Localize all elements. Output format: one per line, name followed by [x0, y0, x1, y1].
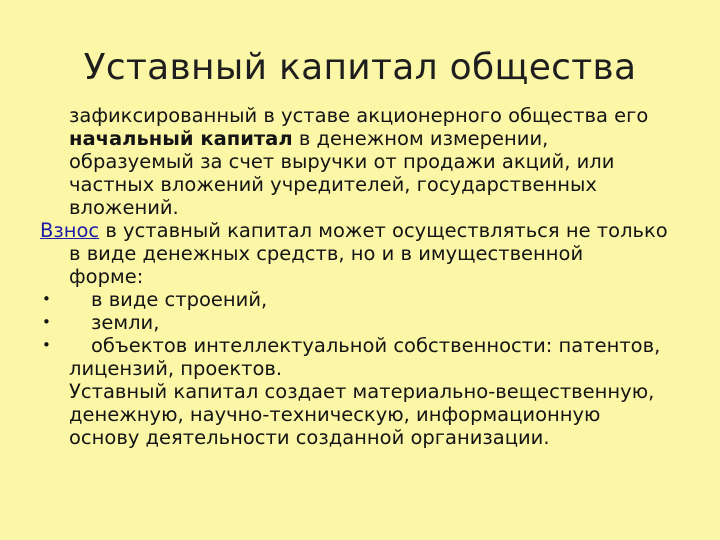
closing-paragraph — [40, 380, 680, 449]
contribution-line-1-rest: в уставный капитал может осуществляться не только — [99, 219, 668, 242]
closing-line-3: основу деятельности созданной организации. — [69, 426, 550, 449]
definition-line-5: вложений. — [69, 196, 179, 219]
bullet-text: в виде строений, — [91, 288, 268, 311]
bullet-item-land — [40, 311, 680, 334]
closing-line-2: денежную, научно-техническую, информационную — [69, 403, 601, 426]
contribution-line-2: в виде денежных средств, но и в имущественной — [69, 242, 584, 265]
closing-line-1: Уставный капитал создает материально-вещественную, — [69, 380, 655, 403]
bullet-marker: • — [42, 336, 51, 354]
definition-line-2 — [69, 127, 680, 150]
definition-bold-term: начальный капитал — [69, 127, 293, 150]
slide-title: Уставный капитал общества — [83, 47, 637, 88]
bullet-text: земли, — [91, 311, 160, 334]
contribution-line-1 — [40, 219, 680, 242]
contribution-paragraph — [40, 219, 680, 288]
bullet-marker: • — [42, 313, 51, 331]
bullet-text: объектов интеллектуальной собственности: патентов, — [91, 334, 661, 357]
definition-line-2-rest: в денежном измерении, — [292, 127, 549, 150]
bullet-text-continuation: лицензий, проектов. — [69, 357, 283, 380]
contribution-line-3: форме: — [69, 265, 144, 288]
definition-line-4: частных вложений учредителей, государственных — [69, 173, 597, 196]
bullet-marker: • — [42, 290, 51, 308]
slide-body — [40, 104, 680, 449]
definition-line-3: образуемый за счет выручки от продажи акций, или — [69, 150, 615, 173]
bullet-item-ip — [40, 334, 680, 380]
definition-line-1: зафиксированный в уставе акционерного общества его — [69, 104, 649, 127]
bullet-item-buildings — [40, 288, 680, 311]
definition-paragraph — [40, 104, 680, 219]
contribution-link[interactable]: Взнос — [40, 219, 100, 242]
